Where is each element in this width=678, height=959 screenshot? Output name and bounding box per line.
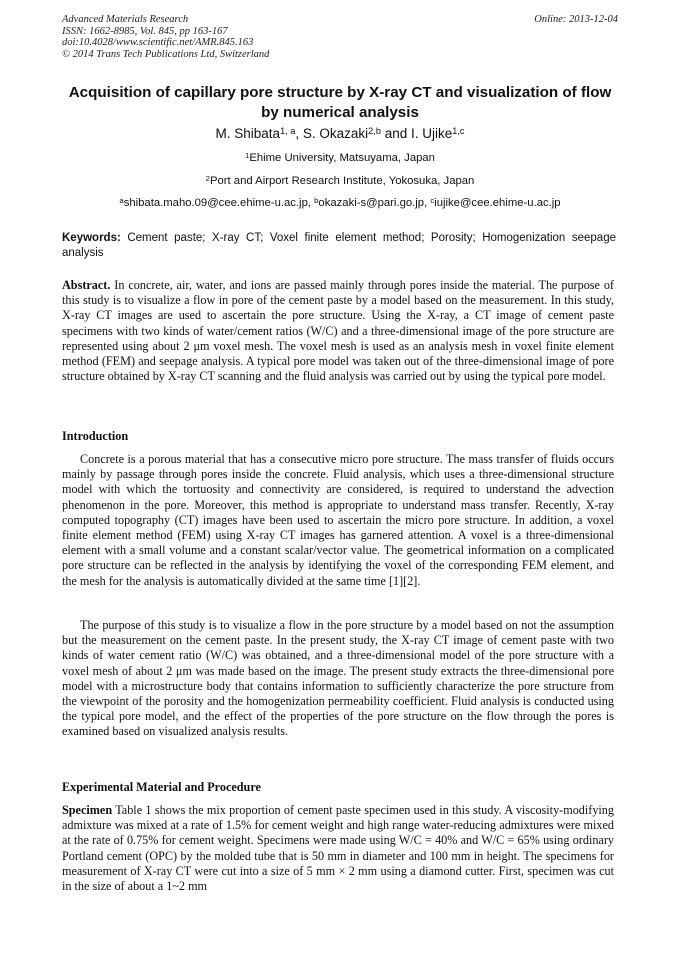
specimen-text: Table 1 shows the mix proportion of cement paste specimen used in this study. A viscosity-modifying admixture was mixed at a rate of 1.5% for cement weight and high range water-reducing admixtures were mixed at the rate of 0.75% for cement weight. Specimens were made using W/C = 40% and W/C = 65% using ordinary Portland cement (OPC) by the molded tube that is 50 mm in diameter and 100 mm in height. The specimens for measurement of X-ray CT were cut into a size of 5 mm × 2 mm using a diamond cutter. First, specimen was cut in the size of about a 1~2 mm	[62, 803, 614, 894]
online-date: Online: 2013-12-04	[534, 14, 618, 25]
affiliation-2	[62, 174, 618, 188]
specimen-label: Specimen	[62, 803, 113, 817]
email-address[interactable]: okazaki-s@pari.go.jp,	[318, 197, 431, 209]
email-address[interactable]: shibata.maho.09@cee.ehime-u.ac.jp,	[123, 197, 315, 209]
introduction-paragraph-2: The purpose of this study is to visualize a flow in the pore structure by a model based on not the assumption but the measurement on the cement paste. In the present study, the X-ray CT image of cement paste with two kinds of water cement ratio (W/C) was obtained, and a three-dimensional model of the pore structure with a voxel mesh of about 2 μm was made based on the image. The present study extracts the three-dimensional pore model with a microstructure body that contains information to sufficiently characterize the pore structure from the viewpoint of the porosity and the homogenization permeability coefficient. Fluid analysis is conducted using the typical pore model, and the effect of the properties of the pore structure on the flow through the pores is examined based on visualized analysis results.	[62, 618, 614, 739]
affiliation-text: Ehime University, Matsuyama, Japan	[249, 152, 435, 164]
author-separator: ,	[295, 126, 303, 141]
affiliation-mark: 1	[245, 150, 250, 160]
affiliation-1	[62, 151, 618, 165]
email-line	[62, 196, 618, 210]
introduction-paragraph-1: Concrete is a porous material that has a consecutive micro pore structure. The mass transfer of fluids occurs mainly by passage through pores inside the concrete. Fluid analysis, which uses a three-dimensional structure model with which the tortuosity and connectivity are considered, is required to understand the advection phenomenon in the pore. Moreover, this method is appropriate to understand mass transfer. Recently, X-ray computed topography (CT) images have been used to ascertain the micro pore structure. In addition, a voxel finite element method (FEM) using X-ray CT images has garnered attention. A voxel is a three-dimensional element with a small volume and a constant scalar/vector value. The geometrical information on a complicated pore structure can be reflected in the analysis by identifying the voxel of the corresponding FEM element, and the mesh for the analysis is automatically divided at the same time [1][2].	[62, 452, 614, 588]
issn-line: ISSN: 1662-8985, Vol. 845, pp 163-167	[62, 25, 228, 37]
email-mark: c	[430, 195, 435, 205]
author-name: M. Shibata	[215, 126, 281, 141]
email-address[interactable]: iujike@cee.ehime-u.ac.jp	[434, 197, 561, 209]
author-affiliation-mark: 1,c	[452, 125, 465, 136]
email-mark: a	[119, 195, 124, 205]
abstract	[62, 278, 614, 384]
specimen-paragraph	[62, 803, 614, 894]
abstract-label: Abstract.	[62, 278, 111, 292]
journal-name: Advanced Materials Research	[62, 14, 189, 25]
section-heading-experimental: Experimental Material and Procedure	[62, 780, 261, 794]
affiliation-text: Port and Airport Research Institute, Yokosuka, Japan	[209, 175, 475, 187]
abstract-text: In concrete, air, water, and ions are passed mainly through pores inside the material. The purpose of this study is to visualize a flow in pore of the cement paste by a model based on the measurement. In this study, X-ray CT images are used to ascertain the pore structure. Using the X-ray, a CT image of cement paste specimens with two kinds of water/cement ratios (W/C) and a three-dimensional image of the pore structure are represented using about 2 μm voxel mesh. The voxel mesh is used as an analysis mesh in voxel finite element method (FEM) and seepage analysis. A typical pore model was taken out of the three-dimensional image of pore structure obtained by X-ray CT scanning and the fluid analysis was carried out by using the typical pore model.	[62, 278, 614, 384]
author-affiliation-mark: 2,b	[368, 125, 381, 136]
keywords-label: Keywords:	[62, 232, 121, 244]
doi-line: doi:10.4028/www.scientific.net/AMR.845.163	[62, 37, 254, 48]
keywords	[62, 231, 616, 260]
journal-header	[62, 14, 618, 60]
copyright-line: © 2014 Trans Tech Publications Ltd, Switzerland	[62, 48, 270, 60]
section-heading-introduction: Introduction	[62, 429, 129, 443]
email-mark: b	[314, 195, 319, 205]
author-separator: and	[380, 126, 411, 141]
author-name: S. Okazaki	[302, 126, 369, 141]
author-name: I. Ujike	[410, 126, 453, 141]
paper-title: Acquisition of capillary pore structure by X-ray CT and visualization of flow by numerical analysis	[68, 84, 612, 121]
author-list	[62, 126, 618, 142]
author-affiliation-mark: 1, a	[280, 125, 296, 136]
affiliation-mark: 2	[205, 173, 210, 183]
keywords-text: Cement paste; X-ray CT; Voxel finite element method; Porosity; Homogenization seepage analysis	[62, 232, 616, 259]
